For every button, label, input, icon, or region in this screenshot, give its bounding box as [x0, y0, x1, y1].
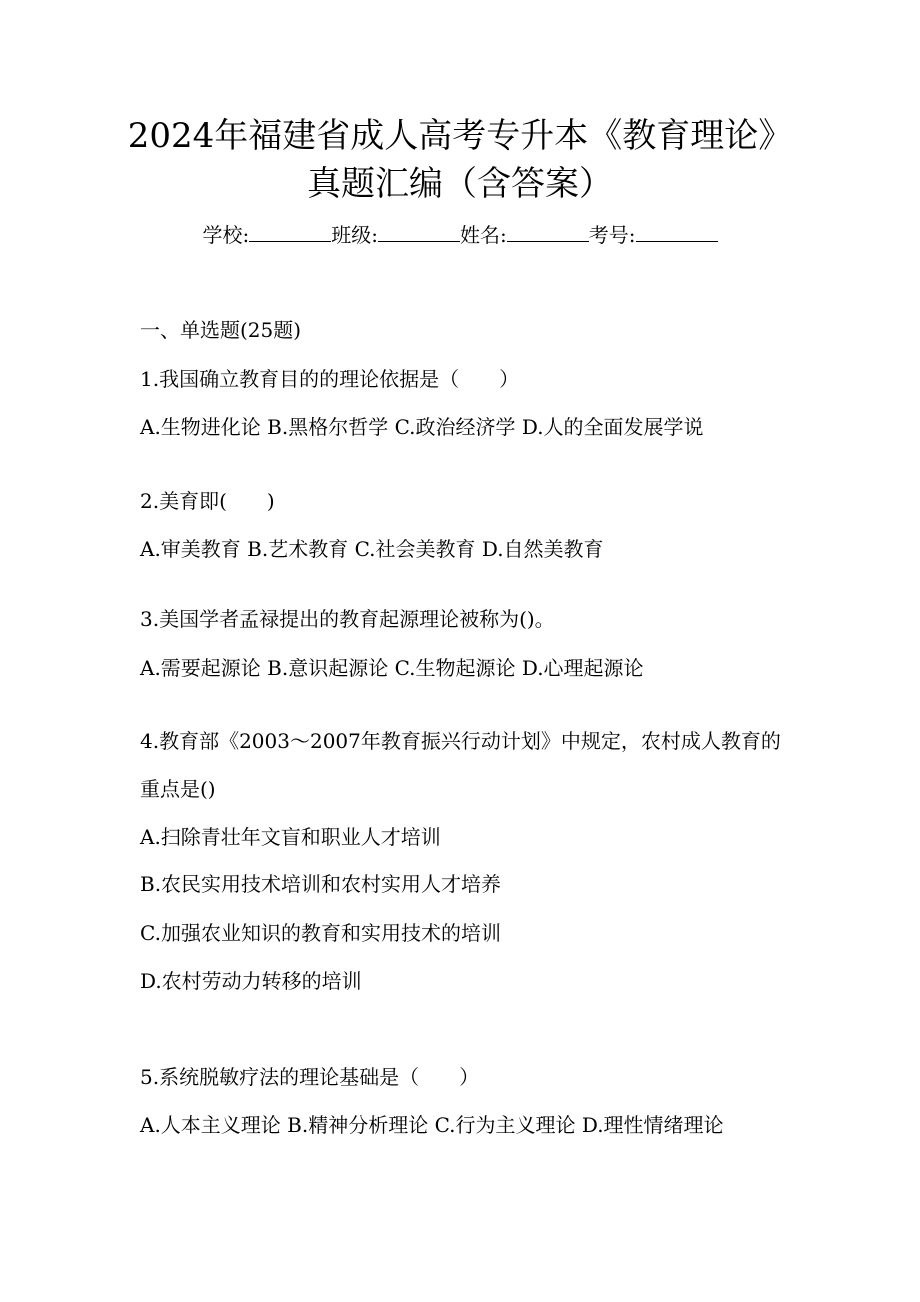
name-label: 姓名:: [460, 223, 507, 247]
exam-number-label: 考号:: [588, 223, 636, 247]
question-2-options: A.审美教育 B.艺术教育 C.社会美教育 D.自然美教育: [140, 537, 604, 561]
document-title-line-2: 真题汇编（含答案）: [307, 164, 613, 204]
question-4-option-d: D.农村劳动力转移的培训: [140, 969, 362, 993]
school-label: 学校:: [202, 223, 250, 247]
class-label: 班级:: [331, 223, 378, 247]
question-2-stem: 2.美育即( ): [140, 489, 275, 513]
question-1-options: A.生物进化论 B.黑格尔哲学 C.政治经济学 D.人的全面发展学说: [140, 415, 704, 439]
question-4-stem-line-1: 4.教育部《2003～2007年教育振兴行动计划》中规定，农村成人教育的: [140, 729, 781, 753]
school-blank: [249, 223, 331, 242]
student-info-row: [0, 222, 920, 248]
question-3-stem: 3.美国学者孟禄提出的教育起源理论被称为()。: [140, 607, 555, 631]
class-blank: [378, 223, 460, 242]
question-5-options: A.人本主义理论 B.精神分析理论 C.行为主义理论 D.理性情绪理论: [140, 1113, 724, 1137]
question-4-option-b: B.农民实用技术培训和农村实用人才培养: [140, 872, 502, 896]
name-blank: [507, 223, 589, 242]
question-5-stem: 5.系统脱敏疗法的理论基础是（ ）: [140, 1065, 480, 1089]
question-1-stem: 1.我国确立教育目的的理论依据是（ ）: [140, 367, 520, 391]
question-4-option-a: A.扫除青壮年文盲和职业人才培训: [140, 825, 441, 849]
question-4-option-c: C.加强农业知识的教育和实用技术的培训: [140, 921, 501, 945]
document-title-line-1: 2024年福建省成人高考专升本《教育理论》: [127, 116, 793, 156]
section-heading: 一、单选题(25题): [140, 318, 302, 342]
exam-number-blank: [636, 223, 718, 242]
question-3-options: A.需要起源论 B.意识起源论 C.生物起源论 D.心理起源论: [140, 656, 644, 680]
question-4-stem-line-2: 重点是(): [140, 777, 216, 801]
